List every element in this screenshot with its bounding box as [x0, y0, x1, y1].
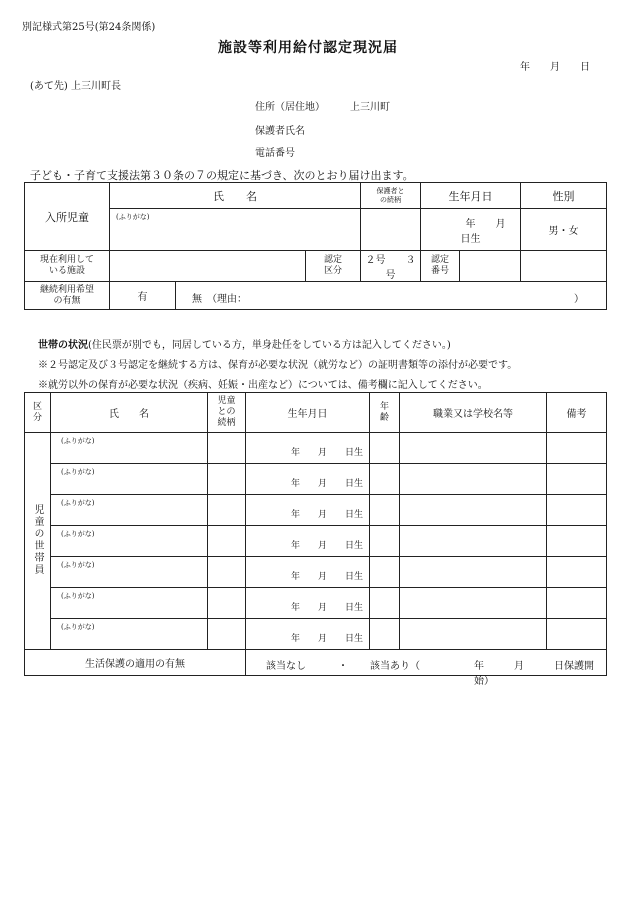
member-job-field[interactable]: [400, 495, 547, 526]
relation-header: 保護者と の続柄: [361, 183, 421, 209]
table-row: [25, 495, 607, 526]
table-row: [25, 433, 607, 464]
table-row: [25, 526, 607, 557]
member-remarks-field[interactable]: [547, 526, 607, 557]
gender-header: 性別: [521, 183, 607, 209]
member-job-field[interactable]: [400, 557, 547, 588]
member-age-field[interactable]: [370, 619, 400, 650]
welfare-separator: ・: [338, 661, 348, 672]
furigana-label: (ふりがな): [61, 623, 95, 631]
member-remarks-field[interactable]: [547, 464, 607, 495]
col-age: 年齢: [370, 393, 400, 433]
form-number: 別記様式第25号(第24条関係): [22, 22, 156, 33]
household-table: [24, 392, 607, 687]
cert-class-label: 認定 区分: [306, 251, 361, 282]
welfare-yes[interactable]: 該当あり（: [370, 661, 420, 672]
member-name-field[interactable]: [51, 557, 208, 588]
member-name-field[interactable]: [51, 464, 208, 495]
child-table: [24, 182, 607, 310]
household-note-2: ※就労以外の保育が必要な状況（疾病、妊娠・出産など）については、備考欄に記入してください。: [38, 380, 488, 391]
table-row: [25, 619, 607, 650]
member-relation-field[interactable]: [208, 557, 246, 588]
col-name: 氏 名: [51, 393, 208, 433]
member-remarks-field[interactable]: [547, 433, 607, 464]
member-relation-field[interactable]: [208, 495, 246, 526]
member-birth-field[interactable]: 年 月 日生: [246, 619, 370, 650]
residence-label: 住所（居住地）: [255, 102, 325, 113]
welfare-none[interactable]: 該当なし: [266, 661, 306, 672]
member-name-field[interactable]: [51, 433, 208, 464]
household-note-1: ※２号認定及び３号認定を継続する方は、保育が必要な状況（就労など）の証明書類等の添付が必要です。: [38, 360, 518, 371]
table-row: [25, 464, 607, 495]
member-remarks-field[interactable]: [547, 619, 607, 650]
child-name-field[interactable]: [110, 209, 361, 251]
member-job-field[interactable]: [400, 526, 547, 557]
furigana-label: (ふりがな): [61, 561, 95, 569]
cert-number-cell: [421, 251, 521, 282]
member-name-field[interactable]: [51, 619, 208, 650]
member-job-field[interactable]: [400, 433, 547, 464]
member-birth-field[interactable]: 年 月 日生: [246, 588, 370, 619]
member-remarks-field[interactable]: [547, 557, 607, 588]
facility-label: 現在利用して いる施設: [25, 251, 110, 282]
member-age-field[interactable]: [370, 557, 400, 588]
household-heading: 世帯の状況: [38, 340, 88, 351]
member-relation-field[interactable]: [208, 588, 246, 619]
member-job-field[interactable]: [400, 619, 547, 650]
member-name-field[interactable]: [51, 526, 208, 557]
member-relation-field[interactable]: [208, 433, 246, 464]
member-age-field[interactable]: [370, 495, 400, 526]
furigana-label: (ふりがな): [61, 437, 95, 445]
cert-number-field[interactable]: [521, 251, 607, 282]
continue-no-reason[interactable]: [176, 282, 607, 310]
member-job-field[interactable]: [400, 588, 547, 619]
furigana-label: (ふりがな): [116, 213, 150, 221]
statement: 子ども・子育て支援法第３０条の７の規定に基づき、次のとおり届け出ます。: [30, 169, 414, 182]
member-name-field[interactable]: [51, 495, 208, 526]
birth-header: 生年月日: [421, 183, 521, 209]
date-line: 年 月 日: [520, 62, 590, 73]
gender-field[interactable]: 男・女: [521, 209, 607, 251]
member-relation-field[interactable]: [208, 526, 246, 557]
member-age-field[interactable]: [370, 588, 400, 619]
close-paren: ）: [574, 294, 584, 305]
welfare-label: 生活保護の適用の有無: [25, 650, 246, 676]
col-relation: 児童 との 続柄: [208, 393, 246, 433]
household-heading-note: (住民票が別でも，同居している方，単身赴任をしている方は記入してください。): [88, 340, 451, 351]
household-heading-line: [38, 336, 451, 351]
member-birth-field[interactable]: 年 月 日生: [246, 433, 370, 464]
phone-label: 電話番号: [255, 148, 295, 159]
child-label: 入所児童: [25, 183, 110, 251]
col-division: 区分: [25, 393, 51, 433]
welfare-start-date: 年 月 日保護開始）: [474, 661, 594, 687]
member-job-field[interactable]: [400, 464, 547, 495]
guardian-name-label: 保護者氏名: [255, 126, 305, 137]
member-remarks-field[interactable]: [547, 495, 607, 526]
household-side-label: 児童の世帯員: [25, 433, 51, 650]
furigana-label: (ふりがな): [61, 530, 95, 538]
member-remarks-field[interactable]: [547, 588, 607, 619]
member-relation-field[interactable]: [208, 464, 246, 495]
continue-yes[interactable]: 有: [110, 282, 176, 310]
member-birth-field[interactable]: 年 月 日生: [246, 557, 370, 588]
no-reason-label: 無 （理由：: [192, 294, 247, 305]
col-job: 職業又は学校名等: [400, 393, 547, 433]
table-row: [25, 557, 607, 588]
col-birth: 生年月日: [246, 393, 370, 433]
cert-class-value[interactable]: ２号 ３号: [361, 251, 421, 282]
member-birth-field[interactable]: 年 月 日生: [246, 526, 370, 557]
member-name-field[interactable]: [51, 588, 208, 619]
member-birth-field[interactable]: 年 月 日生: [246, 464, 370, 495]
name-header: 氏 名: [110, 183, 361, 209]
member-age-field[interactable]: [370, 526, 400, 557]
member-relation-field[interactable]: [208, 619, 246, 650]
furigana-label: (ふりがな): [61, 499, 95, 507]
table-row: [25, 588, 607, 619]
cert-number-label: 認定 番号: [421, 251, 460, 281]
member-age-field[interactable]: [370, 433, 400, 464]
birth-field[interactable]: 年 月 日生: [421, 209, 521, 251]
residence-value: 上三川町: [350, 102, 390, 113]
page-title: 施設等利用給付認定現況届: [218, 40, 398, 56]
relation-field[interactable]: [361, 209, 421, 251]
furigana-label: (ふりがな): [61, 592, 95, 600]
addressee: (あて先) 上三川町長: [30, 81, 121, 92]
col-remarks: 備考: [547, 393, 607, 433]
facility-field[interactable]: [110, 251, 306, 282]
furigana-label: (ふりがな): [61, 468, 95, 476]
welfare-field[interactable]: [246, 650, 607, 687]
continue-label: 継続利用希望 の有無: [25, 282, 110, 310]
member-age-field[interactable]: [370, 464, 400, 495]
member-birth-field[interactable]: 年 月 日生: [246, 495, 370, 526]
